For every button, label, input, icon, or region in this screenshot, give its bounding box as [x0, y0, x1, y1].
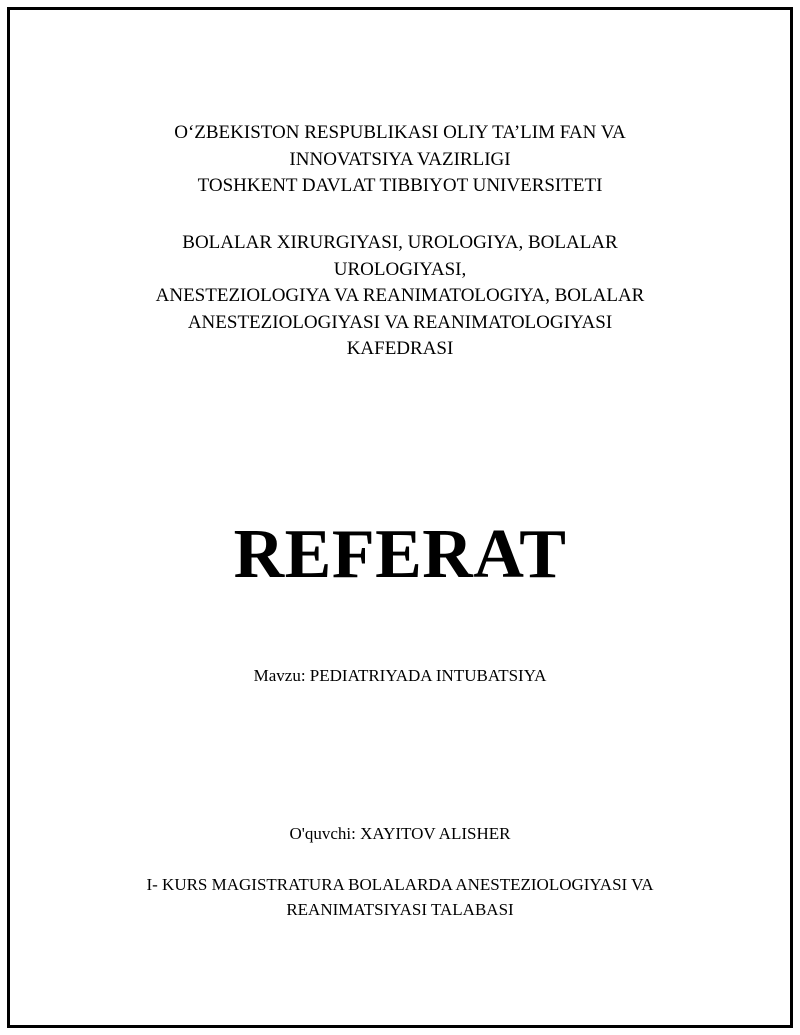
department-line: UROLOGIYASI, [333, 258, 467, 280]
department-heading [0, 230, 800, 363]
department-line: ANESTEZIOLOGIYA VA REANIMATOLOGIYA, BOLALAR [155, 285, 645, 306]
department-line: ANESTEZIOLOGIYASI VA REANIMATOLOGIYASI [187, 311, 613, 333]
ministry-line: INNOVATSIYA VAZIRLIGI [289, 148, 511, 170]
university-name: TOSHKENT DAVLAT TIBBIYOT UNIVERSITETI [197, 175, 603, 196]
department-line: KAFEDRASI [346, 338, 454, 359]
course-info [0, 872, 800, 922]
department-line: BOLALAR XIRURGIYASI, UROLOGIYA, BOLALAR [182, 232, 618, 253]
ministry-heading [0, 120, 800, 200]
document-title: REFERAT [233, 516, 567, 593]
course-line: REANIMATSIYASI TALABASI [286, 900, 514, 919]
course-line: I- KURS MAGISTRATURA BOLALARDA ANESTEZIOLOGIYASI VA [146, 875, 654, 894]
ministry-line: O‘ZBEKISTON RESPUBLIKASI OLIY TA’LIM FAN VA [174, 122, 626, 143]
topic-line: Mavzu: PEDIATRIYADA INTUBATSIYA [253, 666, 547, 685]
student-name: O'quvchi: XAYITOV ALISHER [289, 824, 511, 843]
